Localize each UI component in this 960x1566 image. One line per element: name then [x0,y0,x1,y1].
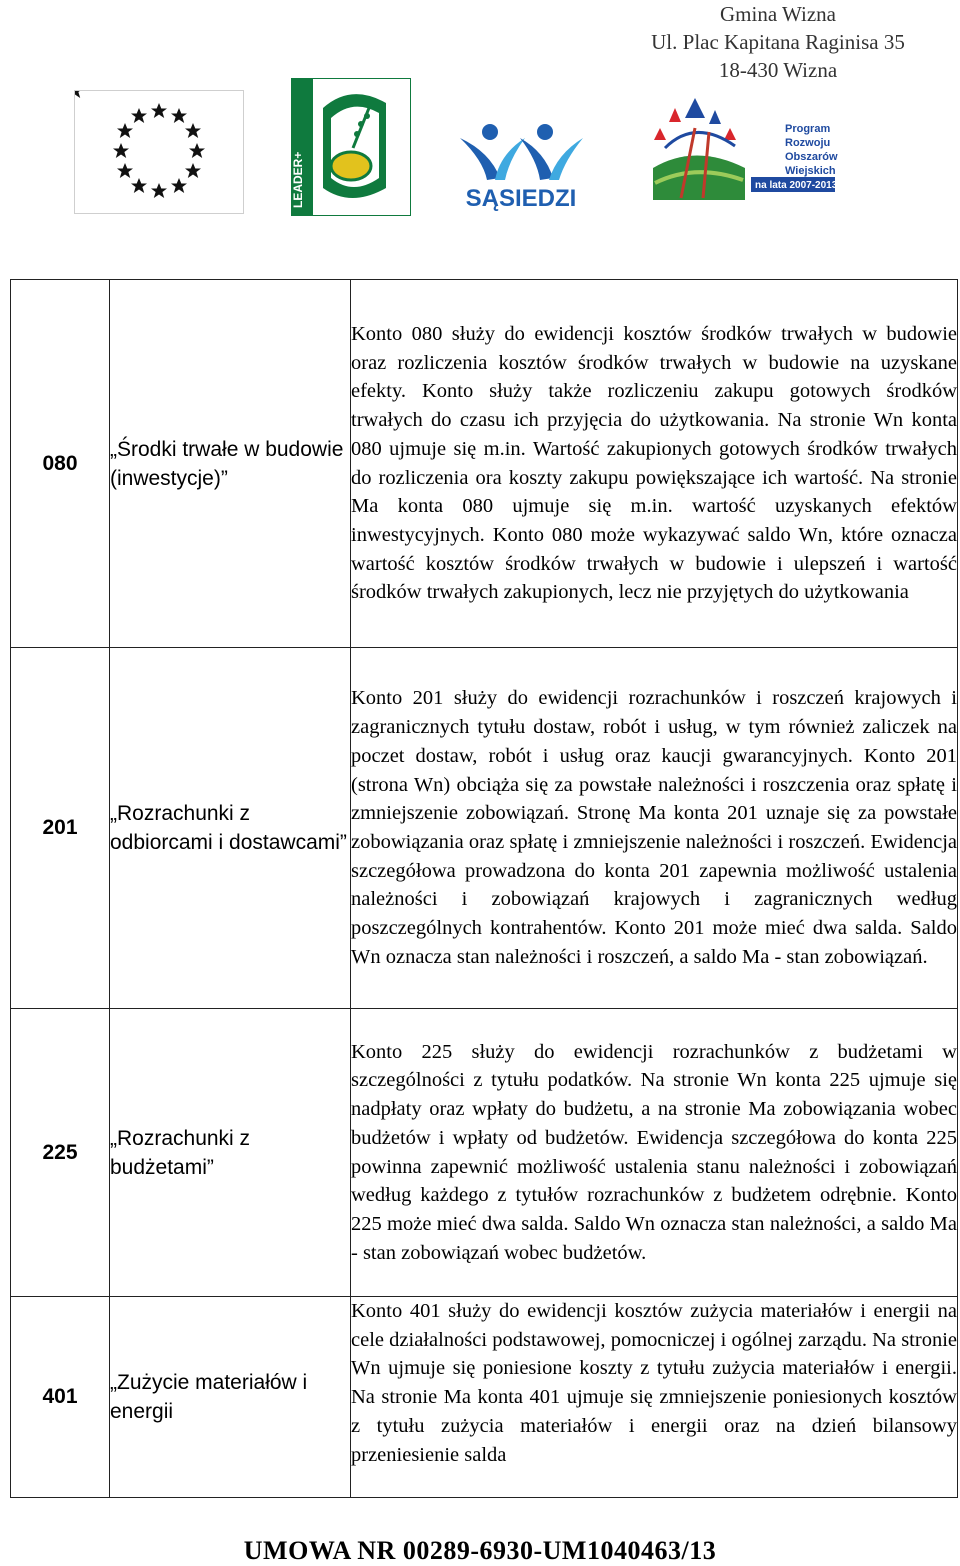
sasiedzi-text: SĄSIEDZI [465,185,577,212]
account-number: 080 [11,280,110,648]
account-number: 225 [11,1009,110,1297]
prow-line: Program [785,123,831,135]
table-row [11,1297,958,1498]
leader-vertical-text: LEADER+ [291,151,305,208]
account-name: „Rozrachunki z budżetami” [110,1009,351,1297]
prow-line: Rozwoju [785,137,831,149]
table-row [11,648,958,1009]
table-row [11,1009,958,1297]
account-description: Konto 201 służy do ewidencji rozrachunków i roszczeń krajowych i zagranicznych tytułu dostaw, robót i usług, w tym również zaliczek na poczet dostaw, robót i usług oraz kaucji gwarancyjnych. Konto 201 (strona Wn) obciąża się za powstałe należności i roszczenia oraz spłatę i zmniejszenie zobowiązań. Stronę Ma konta 201 uznaje się za powstałe zobowiązania oraz spłatę i zmniejszenie należności i roszczeń. Ewidencja szczegółowa prowadzona do konta 201 zapewnia możliwość ustalenia należności i zobowiązań krajowych i zagranicznych według poszczególnych kontrahentów. Konto 201 może mieć dwa salda. Saldo Wn oznacza stan należności i roszczeń, a saldo Ma - stan zobowiązań. [351,648,958,1009]
sasiedzi-logo [445,118,598,214]
account-name: „Rozrachunki z odbiorcami i dostawcami” [110,648,351,1009]
prow-period: na lata 2007-2013 [755,180,838,191]
table-row [11,280,958,648]
accounts-table [10,279,958,1498]
address-line: 18-430 Wizna [718,58,838,82]
account-description: Konto 225 służy do ewidencji rozrachunków z budżetami w szczególności z tytułu podatków. Na stronie Wn konta 225 ujmuje się nadpłaty oraz wpłaty do budżetu, a na stronie Ma zobowiązania wobec budżetów i wpłaty od budżetów. Ewidencja szczegółowa do konta 225 powinna zapewnić możliwość ustalenia stanu należności i zobowiązań według każdego z tytułów rozrachunków z budżetem odrębnie. Konto 225 może mieć dwa salda. Saldo Wn oznacza stan należności, a saldo Ma - stan zobowiązań wobec budżetów. [351,1009,958,1297]
contract-number: UMOWA NR 00289-6930-UM1040463/13 [243,1536,717,1565]
account-number: 401 [11,1297,110,1498]
account-description-cell [351,1297,958,1498]
prow-logo [645,88,841,210]
account-number: 201 [11,648,110,1009]
prow-line: Wiejskich [785,165,836,177]
eu-flag-stars-icon [75,91,243,213]
address-line: Gmina Wizna [720,2,836,26]
account-name: „Środki trwałe w budowie (inwestycje)” [110,280,351,648]
prow-line: Obszarów [785,151,838,163]
address-line: Ul. Plac Kapitana Raginisa 35 [651,30,905,54]
account-description: Konto 080 służy do ewidencji kosztów środków trwałych w budowie oraz rozliczenia kosztów środków trwałych w budowie na uzyskane efekty. Konto służy także rozliczeniu zakupu gotowych środków trwałych do czasu ich przyjęcia do użytkowania. Na stronie Wn konta 080 ujmuje się m.in. Wartość zakupionych gotowych środków trwałych do rozliczenia ora koszty zakupu powiększające ich wartość. Na stronie Ma konta 080 ujmuje się m.in. wartość uzyskanych efektów inwestycyjnych. Konto 080 może wykazywać saldo Wn, które oznacza wartość kosztów środków trwałych w budowie i ulepszeń i wartość środków trwałych zakupionych, lecz nie przyjętych do użytkowania [351,280,958,648]
organization-address [628,0,928,84]
account-description: Konto 401 służy do ewidencji kosztów zużycia materiałów i energii na cele działalności podstawowej, pomocniczej i ogólnej zarządu. Na stronie Wn ujmuje się poniesione koszty z tytułu zużycia materiałów i energii. Na stronie Ma konta 401 ujmuje się zmniejszenie poniesionych kosztów z tytułu zużycia materiałów i energii oraz na dzień bilansowy przeniesienie salda [351,1300,957,1466]
leader-plus-logo [291,78,411,216]
eu-flag-logo [74,90,244,214]
account-name: „Zużycie materiałów i energii [110,1297,351,1498]
